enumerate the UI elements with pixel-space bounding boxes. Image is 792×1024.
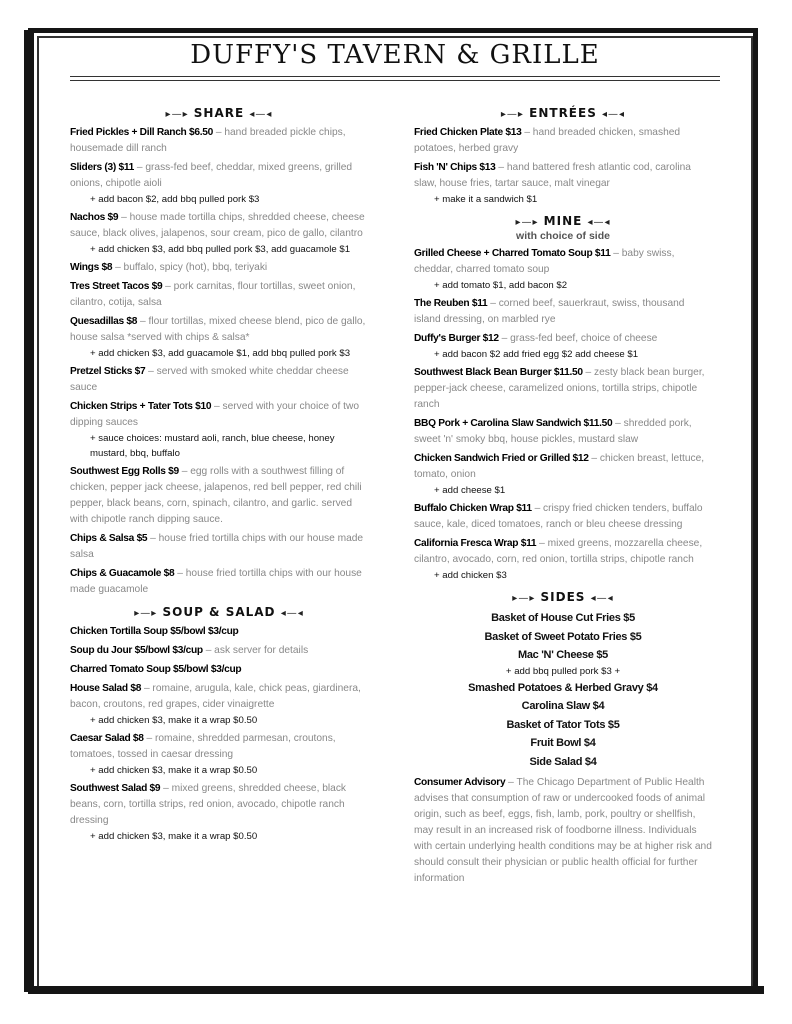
menu-item — [70, 160, 368, 207]
item-name: Quesadillas $8 — [70, 316, 138, 327]
menu-item — [70, 464, 368, 528]
item-name: Pretzel Sticks $7 — [70, 366, 146, 377]
arrow-left-icon: ◂—◂ — [590, 593, 614, 604]
item-name: Fried Pickles + Dill Ranch $6.50 — [70, 127, 214, 138]
item-description: – egg rolls with a southwest filling of chicken, pepper jack cheese, jalapenos, red bell pepper, red chili pepper, black beans, corn, spinach, cilantro, and garlic. served with chipotle ranch dipping sauce. — [70, 466, 362, 525]
menu-item — [70, 210, 368, 257]
item-description: – grass-fed beef, choice of cheese — [498, 333, 658, 344]
item-name: Southwest Salad $9 — [70, 783, 161, 794]
side-item: Fruit Bowl $4 — [530, 737, 596, 749]
item-name: House Salad $8 — [70, 683, 142, 694]
menu-item — [414, 331, 712, 362]
side-item: Smashed Potatoes & Herbed Gravy $4 — [468, 681, 658, 694]
menu-item — [414, 296, 712, 328]
item-description: – crispy fried chicken tenders, buffalo sauce, kale, diced tomatoes, ranch or bleu cheese dressing — [414, 503, 703, 530]
menu-item — [70, 781, 368, 844]
item-addon: + add chicken $3, add guacamole $1, add bbq pulled pork $3 — [90, 348, 351, 359]
advisory-text: – The Chicago Department of Public Health advises that consumption of raw or undercooked foods of animal origin, such as beef, eggs, fish, lamb, pork, poultry or shellfish, may result in an increased risk of foodborne illness. Individuals with certain underlying health conditions may be at higher risk and should consult their physician or public health official for further information — [414, 777, 712, 884]
arrow-right-icon: ▸—▸ — [165, 109, 189, 120]
item-name: Sliders (3) $11 — [70, 162, 135, 173]
side-item: Mac 'N' Cheese $5 — [517, 649, 608, 661]
mine-list — [414, 246, 712, 583]
arrow-right-icon: ▸—▸ — [134, 608, 158, 619]
item-addon: + add tomato $1, add bacon $2 — [434, 280, 568, 291]
item-name: Southwest Egg Rolls $9 — [70, 466, 179, 477]
item-name: Grilled Cheese + Charred Tomato Soup $11 — [414, 248, 611, 259]
menu-item — [414, 160, 712, 207]
item-addon: + add chicken $3, add bbq pulled pork $3, add guacamole $1 — [90, 244, 351, 255]
side-item: Basket of Tator Tots $5 — [506, 718, 620, 731]
item-description: – served with smoked white cheddar cheese sauce — [70, 366, 349, 393]
menu-item — [70, 681, 368, 728]
menu-item — [414, 536, 712, 583]
item-addon: + add bacon $2, add bbq pulled pork $3 — [90, 194, 260, 205]
item-description: – hand breaded chicken, smashed potatoes, herbed gravy — [414, 127, 681, 154]
item-addon: + add chicken $3, make it a wrap $0.50 — [90, 715, 258, 726]
consumer-advisory — [414, 775, 712, 887]
menu-item — [70, 125, 368, 157]
mine-subheading: with choice of side — [516, 230, 610, 242]
entrees-heading: ▸—▸ ENTRÉES ◂—◂ — [500, 106, 626, 120]
item-name: Charred Tomato Soup $5/bowl $3/cup — [70, 664, 242, 675]
menu-item — [414, 501, 712, 533]
item-description: – house fried tortilla chips with our house made salsa — [70, 533, 364, 560]
sides-heading: ▸—▸ SIDES ◂—◂ — [512, 590, 614, 604]
menu-item — [70, 314, 368, 361]
item-description: – mixed greens, mozzarella cheese, cilantro, avocado, corn, red onion, tortilla strips, chipotle ranch — [414, 538, 703, 565]
item-description: – corned beef, sauerkraut, swiss, thousand island dressing, on marbled rye — [414, 298, 685, 325]
menu-item — [414, 125, 712, 157]
share-list — [70, 125, 368, 598]
side-item: Basket of House Cut Fries $5 — [491, 612, 635, 624]
item-addon: + add chicken $3, make it a wrap $0.50 — [90, 831, 258, 842]
border-bottom-stroke — [30, 986, 764, 994]
item-name: Caesar Salad $8 — [70, 733, 144, 744]
item-name: Chicken Tortilla Soup $5/bowl $3/cup — [70, 626, 239, 637]
arrow-right-icon: ▸—▸ — [500, 109, 524, 120]
item-addon: + make it a sandwich $1 — [434, 194, 538, 205]
arrow-right-icon: ▸—▸ — [515, 217, 539, 228]
soup-salad-list — [70, 624, 368, 844]
item-name: The Reuben $11 — [414, 298, 488, 309]
item-description: – ask server for details — [202, 645, 309, 656]
arrow-right-icon: ▸—▸ — [512, 593, 536, 604]
item-name: Tres Street Tacos $9 — [70, 281, 163, 292]
title-rule-top — [70, 76, 720, 77]
share-heading: ▸—▸ SHARE ◂—◂ — [165, 106, 273, 120]
item-name: Chicken Sandwich Fried or Grilled $12 — [414, 453, 589, 464]
border-left-stroke — [24, 30, 34, 992]
menu-item — [70, 624, 368, 640]
soup-salad-heading: ▸—▸ SOUP & SALAD ◂—◂ — [134, 605, 304, 619]
item-description: – hand battered fresh atlantic cod, carolina slaw, house fries, tartar sauce, malt vinegar — [414, 162, 691, 189]
menu-item — [414, 246, 712, 293]
menu-item — [70, 662, 368, 678]
menu-item — [70, 279, 368, 311]
mine-heading: ▸—▸ MINE ◂—◂ — [515, 214, 611, 228]
menu-item — [70, 643, 368, 659]
side-item: Carolina Slaw $4 — [521, 700, 605, 712]
item-addon: + add bacon $2 add fried egg $2 add cheese $1 — [434, 349, 639, 360]
item-description: – baby swiss, cheddar, charred tomato soup — [414, 248, 675, 275]
menu-item — [414, 416, 712, 448]
advisory-title: Consumer Advisory — [414, 777, 506, 788]
item-description: – romaine, shredded parmesan, croutons, tomatoes, tossed in caesar dressing — [70, 733, 336, 760]
item-name: Southwest Black Bean Burger $11.50 — [414, 367, 583, 378]
item-description: – chicken breast, lettuce, tomato, onion — [414, 453, 705, 480]
item-description: – served with your choice of two dipping sauces — [70, 401, 359, 428]
item-name: Chicken Strips + Tater Tots $10 — [70, 401, 212, 412]
item-addon: + add cheese $1 — [434, 485, 506, 496]
title-rule-bottom — [70, 80, 720, 81]
side-item: Side Salad $4 — [529, 755, 597, 768]
arrow-left-icon: ◂—◂ — [249, 109, 273, 120]
side-addon: + add bbq pulled pork $3 + — [505, 665, 621, 677]
sides-list — [414, 609, 712, 771]
menu-item — [70, 260, 368, 276]
item-description: – shredded pork, sweet 'n' smoky bbq, house pickles, mustard slaw — [414, 418, 692, 445]
menu-item — [414, 365, 712, 413]
item-name: Chips & Salsa $5 — [70, 533, 148, 544]
item-name: Buffalo Chicken Wrap $11 — [414, 503, 532, 514]
arrow-left-icon: ◂—◂ — [602, 109, 626, 120]
item-description: – romaine, arugula, kale, chick peas, giardinera, bacon, croutons, red grapes, cider vinaigrette — [70, 683, 361, 710]
item-addon: + sauce choices: mustard aoli, ranch, blue cheese, honey mustard, bbq, buffalo — [90, 433, 335, 459]
menu-item — [70, 364, 368, 396]
entrees-list — [414, 125, 712, 207]
item-name: Fried Chicken Plate $13 — [414, 127, 522, 138]
item-description: – hand breaded pickle chips, housemade dill ranch — [70, 127, 346, 154]
item-addon: + add chicken $3, make it a wrap $0.50 — [90, 765, 258, 776]
item-name: BBQ Pork + Carolina Slaw Sandwich $11.50 — [414, 418, 613, 429]
item-description: – pork carnitas, flour tortillas, sweet onion, cilantro, cotija, salsa — [70, 281, 356, 308]
item-name: Duffy's Burger $12 — [414, 333, 499, 344]
menu-item — [70, 731, 368, 778]
item-name: Soup du Jour $5/bowl $3/cup — [70, 645, 203, 656]
item-description: – zesty black bean burger, pepper-jack cheese, caramelized onions, tortilla strips, chipotle ranch — [414, 367, 705, 410]
menu-item — [70, 399, 368, 461]
arrow-left-icon: ◂—◂ — [587, 217, 611, 228]
arrow-left-icon: ◂—◂ — [280, 608, 304, 619]
item-name: California Fresca Wrap $11 — [414, 538, 537, 549]
item-description: – buffalo, spicy (hot), bbq, teriyaki — [112, 262, 268, 273]
side-item: Basket of Sweet Potato Fries $5 — [484, 630, 642, 643]
item-name: Nachos $9 — [70, 212, 119, 223]
restaurant-title: DUFFY'S TAVERN & GRILLE — [190, 40, 600, 70]
left-column — [70, 106, 368, 847]
item-description: – house made tortilla chips, shredded cheese, cheese sauce, black olives, jalapenos, sour cream, pico de gallo, cilantro — [70, 212, 365, 239]
menu-item — [70, 531, 368, 563]
item-name: Fish 'N' Chips $13 — [414, 162, 496, 173]
menu-item — [414, 451, 712, 498]
item-description: – mixed greens, shredded cheese, black beans, corn, tortilla strips, red onion, avocado, chipotle ranch dressing — [70, 783, 347, 826]
item-name: Chips & Guacamole $8 — [70, 568, 175, 579]
item-description: – flour tortillas, mixed cheese blend, pico de gallo, house salsa *served with chips & salsa* — [70, 316, 366, 343]
item-name: Wings $8 — [70, 262, 113, 273]
item-description: – grass-fed beef, cheddar, mixed greens, grilled onions, chipotle aioli — [70, 162, 353, 189]
right-column — [414, 106, 712, 890]
item-description: – house fried tortilla chips with our house made guacamole — [70, 568, 362, 595]
item-addon: + add chicken $3 — [434, 570, 507, 581]
menu-item — [70, 566, 368, 598]
